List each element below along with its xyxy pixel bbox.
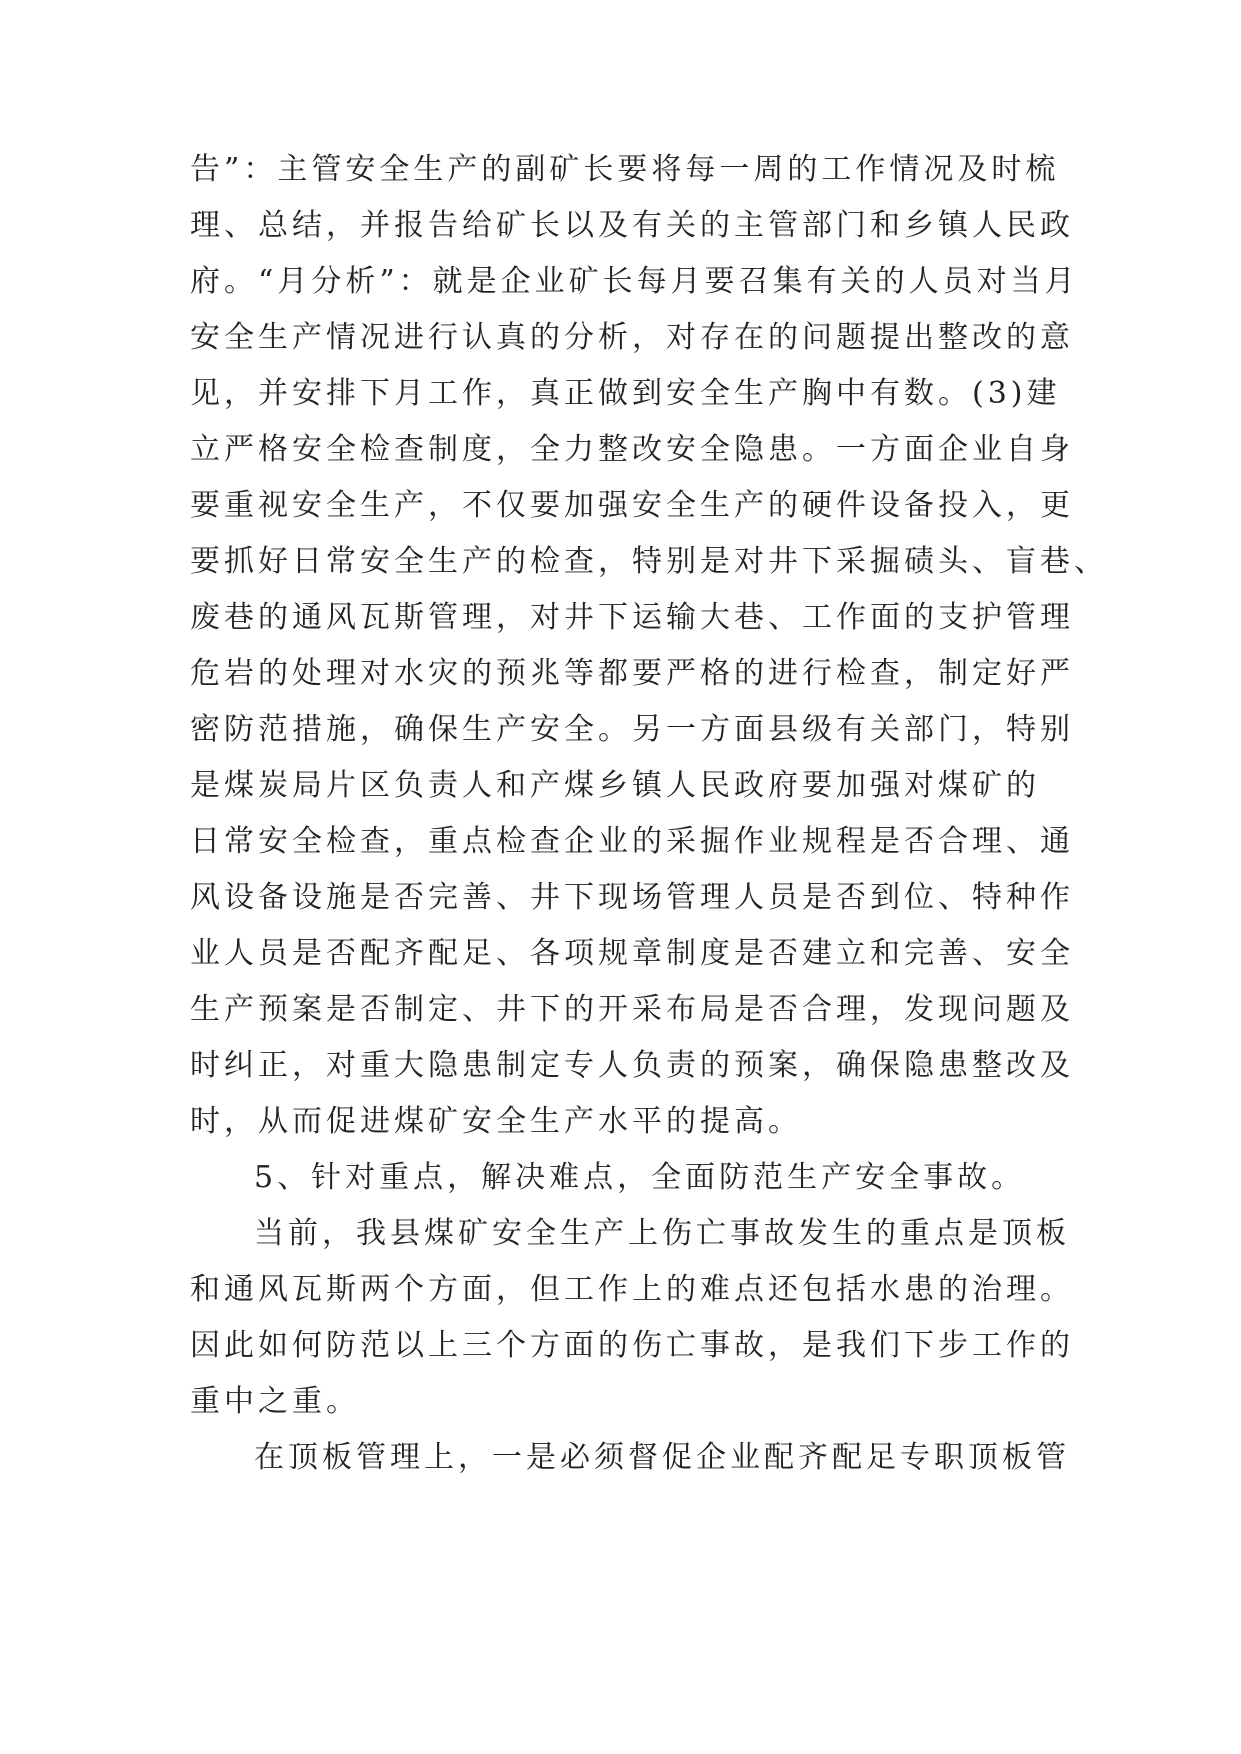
text-line: 废巷的通风瓦斯管理，对井下运输大巷、工作面的支护管理 — [190, 600, 1074, 635]
text-line: 密防范措施，确保生产安全。另一方面县级有关部门，特别 — [190, 712, 1074, 747]
text-line: 见，并安排下月工作，真正做到安全生产胸中有数。(3)建 — [190, 376, 1061, 411]
text-line: 生产预案是否制定、井下的开采布局是否合理，发现问题及 — [190, 992, 1074, 1027]
text-line: 告”：主管安全生产的副矿长要将每一周的工作情况及时梳 — [190, 152, 1060, 187]
text-line: 时，从而促进煤矿安全生产水平的提高。 — [190, 1104, 802, 1139]
text-line: 日常安全检查，重点检查企业的采掘作业规程是否合理、通 — [190, 824, 1074, 859]
text-line: 理、总结，并报告给矿长以及有关的主管部门和乡镇人民政 — [190, 208, 1074, 243]
text-line: 和通风瓦斯两个方面，但工作上的难点还包括水患的治理。 — [190, 1272, 1074, 1307]
text-line: 因此如何防范以上三个方面的伤亡事故，是我们下步工作的 — [190, 1328, 1074, 1363]
text-line: 府。“月分析”：就是企业矿长每月要召集有关的人员对当月 — [190, 264, 1079, 299]
text-line: 风设备设施是否完善、井下现场管理人员是否到位、特种作 — [190, 880, 1074, 915]
text-line: 要重视安全生产，不仅要加强安全生产的硬件设备投入，更 — [190, 488, 1074, 523]
text-line: 安全生产情况进行认真的分析，对存在的问题提出整改的意 — [190, 320, 1074, 355]
text-line: 时纠正，对重大隐患制定专人负责的预案，确保隐患整改及 — [190, 1048, 1074, 1083]
text-line: 在顶板管理上，一是必须督促企业配齐配足专职顶板管 — [254, 1440, 1070, 1475]
text-line: 业人员是否配齐配足、各项规章制度是否建立和完善、安全 — [190, 936, 1074, 971]
text-line: 危岩的处理对水灾的预兆等都要严格的进行检查，制定好严 — [190, 656, 1074, 691]
text-line: 重中之重。 — [190, 1384, 360, 1419]
section-heading: 5、针对重点，解决难点，全面防范生产安全事故。 — [254, 1160, 1026, 1195]
text-line: 是煤炭局片区负责人和产煤乡镇人民政府要加强对煤矿的 — [190, 768, 1040, 803]
text-line: 当前，我县煤矿安全生产上伤亡事故发生的重点是顶板 — [254, 1216, 1070, 1251]
text-line: 立严格安全检查制度，全力整改安全隐患。一方面企业自身 — [190, 432, 1074, 467]
text-line: 要抓好日常安全生产的检查，特别是对井下采掘碛头、盲巷、 — [190, 544, 1108, 579]
